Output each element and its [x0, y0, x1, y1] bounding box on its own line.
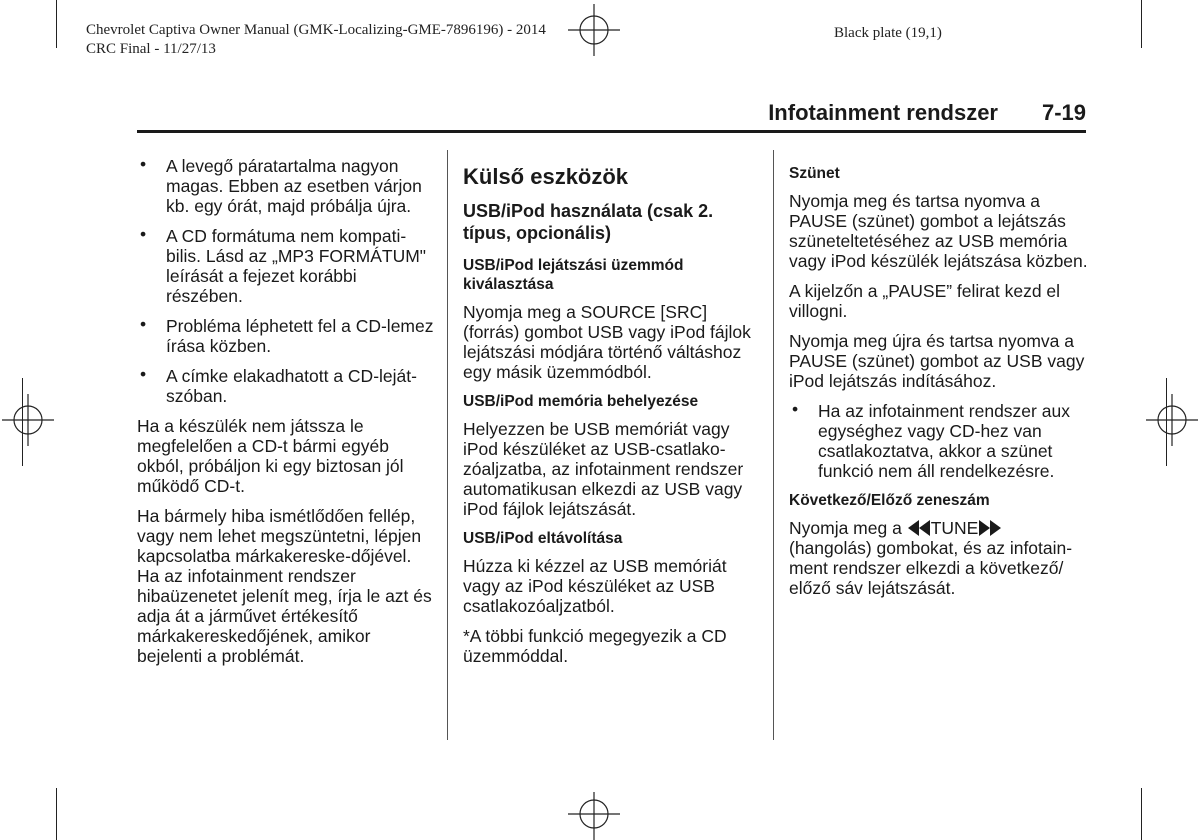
- crop-mark: [1141, 788, 1142, 840]
- subsection-title: Szünet: [789, 165, 840, 182]
- print-meta-line1: Chevrolet Captiva Owner Manual (GMK-Localizing-GME-7896196) - 2014: [86, 22, 546, 38]
- section-title: Infotainment rendszer: [768, 100, 998, 125]
- list-item: • A levegő páratartalma nagyon magas. Ebben az esetben várjon kb. egy órát, majd próbálja újra.: [140, 154, 422, 216]
- section-heading: Külső eszközök: [463, 164, 629, 189]
- column-divider: [773, 150, 774, 740]
- paragraph: Nyomja meg újra és tartsa nyomva a PAUSE (szünet) gombot az USB vagy iPod lejátszás indításához.: [789, 331, 1085, 391]
- crop-mark: [56, 0, 57, 48]
- paragraph: Nyomja meg és tartsa nyomva a PAUSE (szünet) gombot a lejátszás szüneteltetéséhez az USB memória vagy iPod készülék lejátszása közben.: [789, 191, 1088, 271]
- page-number: 7-19: [1041, 100, 1086, 125]
- bullet-icon: •: [140, 224, 147, 244]
- seek-forward-icon: [978, 519, 1002, 537]
- column-3: [789, 164, 1089, 608]
- registration-mark-icon: [568, 4, 620, 56]
- bullet-icon: •: [140, 364, 147, 384]
- crop-mark: [1141, 0, 1142, 48]
- footnote: *A többi funkció megegyezik a CD üzemmóddal.: [463, 626, 727, 666]
- list-item: • Probléma léphetett fel a CD-lemez írása közben.: [140, 314, 434, 356]
- subsection-title: USB/iPod lejátszási üzemmód kiválasztása: [463, 257, 684, 293]
- column-1: [137, 156, 437, 676]
- side-marker: [1166, 378, 1167, 466]
- paragraph: Ha a készülék nem játssza le megfelelően a CD-t bármi egyéb okból, próbáljon ki egy biztosan jól működő CD-t.: [137, 416, 404, 496]
- side-marker: [22, 378, 23, 466]
- subsection-title: USB/iPod memória behelyezése: [463, 393, 699, 410]
- paragraph: Húzza ki kézzel az USB memóriát vagy az iPod készüléket az USB csatlakozóaljzatból.: [463, 556, 727, 616]
- list-item: • Ha az infotainment rendszer aux egységhez vagy CD-hez van csatlakoztatva, akkor a szünet funkció nem áll rendelkezésre.: [792, 399, 1070, 481]
- list-item: • A CD formátuma nem kompati-bilis. Lásd az „MP3 FORMÁTUM" leírását a fejezet korábbi részében.: [140, 224, 427, 306]
- column-2: [463, 160, 763, 676]
- crop-mark: [56, 788, 57, 840]
- bullet-icon: •: [140, 314, 147, 334]
- list-item: • A címke elakadhatott a CD-leját-szóban.: [140, 364, 417, 406]
- subheading: USB/iPod használata (csak 2. típus, opcionális): [463, 201, 714, 243]
- paragraph: Nyomja meg a SOURCE [SRC] (forrás) gombot USB vagy iPod fájlok lejátszási módjára történő váltáshoz egy másik üzemmódból.: [463, 302, 751, 382]
- paragraph: Ha bármely hiba ismétlődően fellép, vagy nem lehet megszüntetni, lépjen kapcsolatba márkakereske-dőjével. Ha az infotainment rendszer hibaüzenetet jelenít meg, írja le azt és adja át a járművet értékesítő márkakereskedőjének, amikor bejelenti a problémát.: [137, 506, 432, 666]
- registration-mark-icon: [1146, 394, 1198, 446]
- registration-mark-icon: [568, 792, 620, 840]
- paragraph: Nyomja meg a TUNE (hangolás) gombokat, és az infotain-ment rendszer elkezdi a következő/ előző sáv lejátszását.: [789, 518, 1073, 598]
- plate-label: Black plate (19,1): [834, 25, 942, 41]
- column-divider: [447, 150, 448, 740]
- bullet-icon: •: [792, 399, 799, 419]
- subsection-title: USB/iPod eltávolítása: [463, 530, 623, 547]
- subsection-title: Következő/Előző zeneszám: [789, 492, 990, 509]
- header-rule: [137, 130, 1086, 133]
- seek-back-icon: [907, 519, 931, 537]
- registration-mark-icon: [2, 394, 54, 446]
- paragraph: Helyezzen be USB memóriát vagy iPod készüléket az USB-csatlako-zóaljzatba, az infotainment rendszer automatikusan elkezdi az USB vagy iPod fájlok lejátszását.: [463, 419, 744, 519]
- paragraph: A kijelzőn a „PAUSE” felirat kezd el villogni.: [789, 281, 1061, 321]
- tune-label: TUNE: [930, 518, 979, 538]
- print-meta-line2: CRC Final - 11/27/13: [86, 41, 216, 57]
- bullet-icon: •: [140, 154, 147, 174]
